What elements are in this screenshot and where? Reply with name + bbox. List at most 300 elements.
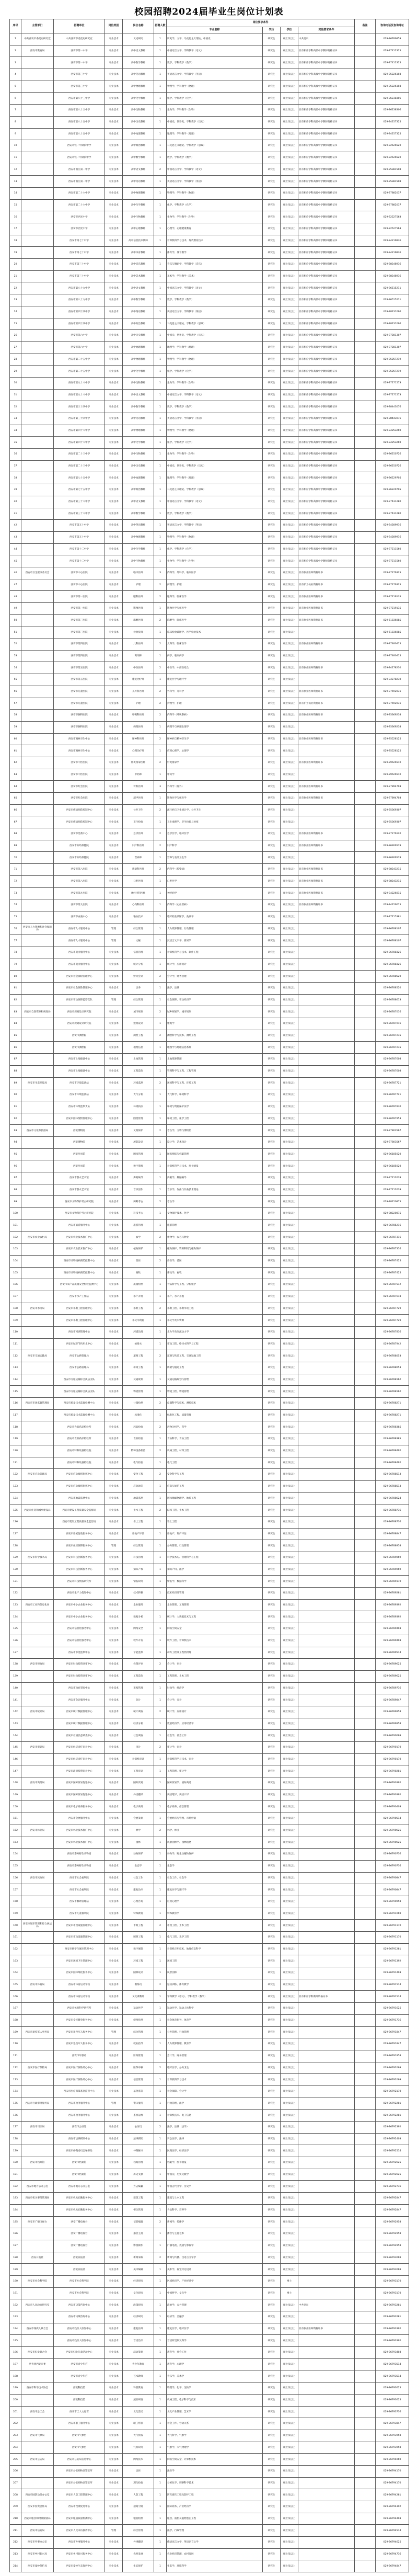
- cell-count: 1: [154, 769, 167, 781]
- cell-post-name: 软件开发: [123, 1635, 154, 1647]
- table-row: [10, 2228, 409, 2240]
- cell-post-name: 康复医师: [123, 2323, 154, 2335]
- cell-major: 统计学、应用统计: [167, 959, 263, 971]
- cell-contact: 029-86791514: [376, 1979, 409, 1991]
- cell-edu-degree: 硕士及以上: [281, 1588, 298, 1600]
- cell-count: 1: [154, 176, 167, 188]
- cell-degree: 研究生: [263, 306, 281, 318]
- cell-unit: 西安市职工服务中心: [54, 2418, 105, 2430]
- table-row: [10, 1955, 409, 1967]
- cell-unit: 西安市第三十中学: [54, 259, 105, 271]
- cell-remark: [355, 1967, 376, 1979]
- cell-degree: 研究生: [263, 733, 281, 745]
- cell-major: 统计学、大数据技术与工程: [167, 1611, 263, 1623]
- cell-count: 1: [154, 187, 167, 199]
- cell-post-type: 专业技术: [105, 247, 123, 259]
- cell-dept: 西安市广播电视台: [21, 2216, 54, 2228]
- cell-edu-degree: 硕士及以上: [281, 1433, 298, 1445]
- cell-degree: 研究生: [263, 603, 281, 615]
- cell-edu-degree: 硕士及以上: [281, 2193, 298, 2205]
- table-row: [10, 923, 409, 935]
- cell-post-type: 专业技术: [105, 187, 123, 199]
- cell-no: 203: [10, 2430, 21, 2442]
- cell-no: 177: [10, 2122, 21, 2134]
- cell-no: 213: [10, 2548, 21, 2560]
- cell-unit: 西安市第三医院: [54, 614, 105, 626]
- cell-major: 管理科学与工程、工程管理: [167, 1065, 263, 1077]
- cell-dept: [21, 306, 54, 318]
- cell-major: 法学、行政管理: [167, 2525, 263, 2537]
- cell-major: 电子商务、信息管理: [167, 1801, 263, 1813]
- cell-dept: 西安市自然资源和规划局: [21, 1006, 54, 1018]
- cell-major: 地理学、学科教学（地理）: [167, 128, 263, 140]
- cell-major: 数量经济学、应用经济学: [167, 1718, 263, 1730]
- cell-count: 1: [154, 2513, 167, 2525]
- cell-remark: [355, 1694, 376, 1706]
- cell-no: 6: [10, 93, 21, 105]
- cell-post-type: 专业技术: [105, 1659, 123, 1671]
- cell-dept: [21, 401, 54, 413]
- cell-dept: [21, 1670, 54, 1682]
- cell-dept: [21, 1409, 54, 1421]
- cell-post-name: 高中政治教师: [123, 484, 154, 496]
- cell-edu-degree: 硕士及以上: [281, 2465, 298, 2477]
- cell-remark: [355, 2252, 376, 2264]
- cell-post-type: 专业技术: [105, 1742, 123, 1754]
- cell-post-name: 农村发展: [123, 2548, 154, 2560]
- cell-contact: 029-87271573: [376, 377, 409, 389]
- cell-post-name: 精神科医师: [123, 733, 154, 745]
- cell-dept: [21, 105, 54, 117]
- cell-dept: [21, 211, 54, 223]
- cell-unit: 西安市社会福利院: [54, 1872, 105, 1884]
- cell-count: 1: [154, 1184, 167, 1196]
- cell-degree: 研究生: [263, 1409, 281, 1421]
- cell-remark: [355, 81, 376, 93]
- cell-post-type: 专业技术: [105, 2228, 123, 2240]
- cell-no: 171: [10, 2050, 21, 2062]
- cell-remark: [355, 1884, 376, 1896]
- cell-unit: 西安市中心医院: [54, 567, 105, 579]
- cell-major: 地理学、学科教学（地理）: [167, 472, 263, 484]
- cell-no: 132: [10, 1588, 21, 1600]
- cell-other: [298, 1054, 355, 1066]
- cell-edu-degree: 硕士及以上: [281, 389, 298, 401]
- cell-major: 民商法学、经济法学: [167, 2145, 263, 2157]
- cell-unit: 西安市环境卫生管理中心: [54, 1955, 105, 1967]
- table-row: [10, 2098, 409, 2110]
- cell-degree: 研究生: [263, 1457, 281, 1469]
- cell-major: 中国哲学、文化学: [167, 2287, 263, 2299]
- cell-other: 具有相应学科高级中学教师资格证书: [298, 164, 355, 176]
- cell-major: 英语语言文学、学科教学（英语）: [167, 306, 263, 318]
- cell-post-name: 计算机审计: [123, 1753, 154, 1765]
- cell-count: 1: [154, 401, 167, 413]
- cell-other: [298, 1789, 355, 1801]
- cell-no: 62: [10, 757, 21, 769]
- cell-dept: 西安市乡村振兴局: [21, 2548, 54, 2560]
- cell-post-name: 音乐创作: [123, 1184, 154, 1196]
- cell-major: 卫生毒理学、卫生检验与检疫: [167, 816, 263, 828]
- cell-other: [298, 1611, 355, 1623]
- cell-unit: 西安图书馆: [54, 1160, 105, 1172]
- cell-remark: [355, 674, 376, 686]
- cell-dept: 西安市人力资源和社会保障局: [21, 923, 54, 935]
- cell-edu-degree: 硕士及以上: [281, 1564, 298, 1576]
- cell-post-name: 经济分析: [123, 1718, 154, 1730]
- cell-post-name: 高中地理教师: [123, 128, 154, 140]
- cell-degree: 研究生: [263, 2098, 281, 2110]
- cell-post-name: 土地管理: [123, 1054, 154, 1066]
- cell-degree: 研究生: [263, 840, 281, 852]
- cell-dept: 西安市残疾人联合会: [21, 2323, 54, 2335]
- cell-edu-degree: 硕士及以上: [281, 733, 298, 745]
- cell-remark: [355, 2383, 376, 2395]
- cell-remark: [355, 804, 376, 816]
- cell-dept: [21, 2442, 54, 2454]
- cell-count: 1: [154, 1789, 167, 1801]
- cell-other: [298, 1813, 355, 1825]
- table-row: [10, 1125, 409, 1137]
- cell-contact: 029-86788162: [376, 1386, 409, 1398]
- cell-degree: 研究生: [263, 1849, 281, 1861]
- cell-edu-degree: 硕士及以上: [281, 235, 298, 247]
- cell-degree: 研究生: [263, 223, 281, 235]
- cell-post-type: 专业技术: [105, 2014, 123, 2026]
- cell-degree: 研究生: [263, 1753, 281, 1765]
- table-row: [10, 1089, 409, 1101]
- cell-degree: 研究生: [263, 2145, 281, 2157]
- cell-post-name: 临床医师: [123, 567, 154, 579]
- cell-no: 170: [10, 2038, 21, 2050]
- cell-post-name: 高中化学教师: [123, 93, 154, 105]
- cell-major: 物流工程、物流管理: [167, 1386, 263, 1398]
- cell-other: 具有相应学科高级中学教师资格证书: [298, 45, 355, 57]
- cell-major: 马克思主义理论、学科教学（思政）: [167, 318, 263, 330]
- cell-remark: [355, 270, 376, 282]
- cell-count: 1: [154, 294, 167, 306]
- cell-degree: 研究生: [263, 1742, 281, 1754]
- cell-degree: 研究生: [263, 152, 281, 164]
- cell-remark: [355, 33, 376, 45]
- cell-count: 1: [154, 1101, 167, 1113]
- cell-degree: 研究生: [263, 1077, 281, 1089]
- cell-degree: 研究生: [263, 911, 281, 923]
- cell-post-name: 水利工程: [123, 1303, 154, 1315]
- cell-major: 生物学、学科教学（生物）: [167, 105, 263, 117]
- cell-degree: 研究生: [263, 2110, 281, 2122]
- cell-post-type: 专业技术: [105, 164, 123, 176]
- cell-other: [298, 2169, 355, 2181]
- cell-remark: [355, 1065, 376, 1077]
- cell-post-name: 文物保护: [123, 1125, 154, 1137]
- cell-post-name: 高中语文教师: [123, 282, 154, 294]
- cell-count: 1: [154, 1089, 167, 1101]
- cell-dept: [21, 1267, 54, 1279]
- cell-post-name: 高中政治教师: [123, 140, 154, 152]
- table-row: [10, 187, 409, 199]
- cell-degree: 研究生: [263, 2228, 281, 2240]
- cell-dept: [21, 745, 54, 757]
- cell-remark: [355, 1504, 376, 1517]
- cell-other: 具有相应学科高级中学教师资格证书: [298, 176, 355, 188]
- table-row: [10, 2537, 409, 2549]
- cell-contact: 029-86789403: [376, 1635, 409, 1647]
- cell-post-type: 专业技术: [105, 259, 123, 271]
- cell-unit: 西安市第九十八中学: [54, 377, 105, 389]
- cell-edu-degree: 硕士及以上: [281, 1908, 298, 1920]
- cell-contact: 029-86787721: [376, 1089, 409, 1101]
- cell-contact: 029-86793281: [376, 2311, 409, 2323]
- cell-remark: [355, 1540, 376, 1552]
- cell-post-name: 文秘: [123, 935, 154, 947]
- cell-other: [298, 1089, 355, 1101]
- cell-degree: 研究生: [263, 1730, 281, 1742]
- cell-contact: 029-87276120: [376, 828, 409, 840]
- cell-post-name: 统计调查: [123, 1706, 154, 1718]
- cell-unit: 西安市中小企业服务中心: [54, 1599, 105, 1611]
- cell-edu-degree: 硕士及以上: [281, 1219, 298, 1232]
- cell-other: [298, 1908, 355, 1920]
- cell-other: [298, 1682, 355, 1694]
- cell-remark: [355, 93, 376, 105]
- cell-no: 207: [10, 2477, 21, 2489]
- cell-no: 208: [10, 2489, 21, 2501]
- cell-degree: 研究生: [263, 686, 281, 698]
- table-row: [10, 579, 409, 591]
- cell-unit: 西安市红会医院: [54, 781, 105, 793]
- cell-remark: [355, 1350, 376, 1362]
- cell-no: 92: [10, 1113, 21, 1125]
- cell-count: 2: [154, 1398, 167, 1410]
- cell-degree: 研究生: [263, 1445, 281, 1457]
- table-row: [10, 1445, 409, 1457]
- table-row: [10, 354, 409, 366]
- cell-contact: 029-86791847: [376, 2026, 409, 2038]
- cell-contact: 029-86793514: [376, 2370, 409, 2383]
- cell-no: 104: [10, 1255, 21, 1267]
- cell-no: 156: [10, 1872, 21, 1884]
- cell-edu-degree: 硕士及以上: [281, 1042, 298, 1054]
- table-row: [10, 2287, 409, 2299]
- cell-remark: [355, 531, 376, 543]
- cell-post-name: 河道治理: [123, 1326, 154, 1338]
- cell-edu-degree: 硕士及以上: [281, 1232, 298, 1244]
- cell-degree: 研究生: [263, 1540, 281, 1552]
- table-row: [10, 1967, 409, 1979]
- cell-degree: 研究生: [263, 1659, 281, 1671]
- cell-post-name: 高中生物教师: [123, 449, 154, 461]
- cell-degree: 研究生: [263, 377, 281, 389]
- cell-count: 1: [154, 520, 167, 532]
- cell-degree: 研究生: [263, 1398, 281, 1410]
- cell-no: 33: [10, 413, 21, 425]
- cell-post-type: 专业技术: [105, 852, 123, 864]
- table-row: [10, 341, 409, 354]
- cell-degree: 研究生: [263, 1706, 281, 1718]
- cell-post-name: 呼吸科医师: [123, 710, 154, 722]
- cell-remark: [355, 2418, 376, 2430]
- cell-edu-degree: 硕士及以上: [281, 33, 298, 45]
- cell-count: 1: [154, 2394, 167, 2406]
- cell-post-name: 新闻采编: [123, 2252, 154, 2264]
- table-row: [10, 1706, 409, 1718]
- cell-contact: 029-86788107: [376, 935, 409, 947]
- cell-other: 具有相应学科高级中学教师资格证书: [298, 543, 355, 555]
- cell-remark: [355, 1291, 376, 1303]
- cell-remark: [355, 1564, 376, 1576]
- cell-post-name: 高中生物教师: [123, 377, 154, 389]
- cell-dept: [21, 1540, 54, 1552]
- cell-post-type: 专业技术: [105, 1955, 123, 1967]
- table-row: [10, 2122, 409, 2134]
- table-row: [10, 1232, 409, 1244]
- cell-contact: 029-86790736: [376, 1849, 409, 1861]
- cell-count: 1: [154, 603, 167, 615]
- cell-degree: 研究生: [263, 2157, 281, 2169]
- cell-major: 临床检验诊断学、医学检验技术: [167, 626, 263, 639]
- cell-post-type: 专业技术: [105, 1706, 123, 1718]
- cell-dept: [21, 341, 54, 354]
- cell-no: 184: [10, 2204, 21, 2216]
- cell-no: 23: [10, 294, 21, 306]
- cell-no: 109: [10, 1315, 21, 1327]
- cell-dept: [21, 116, 54, 128]
- cell-count: 1: [154, 247, 167, 259]
- cell-other: 具有执业医师资格证书: [298, 781, 355, 793]
- cell-dept: [21, 389, 54, 401]
- cell-post-name: 美术编辑: [123, 2264, 154, 2276]
- cell-no: 15: [10, 199, 21, 211]
- cell-post-name: 建筑工程: [123, 2193, 154, 2205]
- cell-post-name: 舞蹈编导: [123, 1172, 154, 1184]
- cell-no: 205: [10, 2454, 21, 2466]
- cell-dept: 中共西安市委党史研究室: [21, 33, 54, 45]
- cell-other: [298, 1967, 355, 1979]
- cell-contact: 029-86787608: [376, 1054, 409, 1066]
- cell-major: 统计学、应用统计: [167, 1706, 263, 1718]
- cell-degree: 研究生: [263, 1801, 281, 1813]
- cell-post-name: 护理: [123, 698, 154, 710]
- cell-no: 45: [10, 555, 21, 567]
- cell-post-name: 标准化: [123, 1409, 154, 1421]
- cell-contact: 029-86792625: [376, 2157, 409, 2169]
- cell-major: 中国语言文学、学科教学（语文）: [167, 45, 263, 57]
- cell-post-name: 外语翻译: [123, 1789, 154, 1801]
- cell-major: 护理学、护理: [167, 579, 263, 591]
- cell-remark: [355, 864, 376, 876]
- cell-contact: 029-86794514: [376, 2525, 409, 2537]
- cell-count: 1: [154, 389, 167, 401]
- cell-degree: 研究生: [263, 484, 281, 496]
- cell-no: 198: [10, 2370, 21, 2383]
- cell-contact: 029-86792069: [376, 2074, 409, 2086]
- cell-remark: [355, 2003, 376, 2015]
- cell-degree: 研究生: [263, 1588, 281, 1600]
- cell-post-name: 高中数学教师: [123, 152, 154, 164]
- cell-other: [298, 1860, 355, 1872]
- cell-post-name: 高中生物教师: [123, 555, 154, 567]
- cell-degree: 研究生: [263, 2038, 281, 2050]
- cell-no: 102: [10, 1232, 21, 1244]
- cell-unit: 西安市第七十五中学: [54, 472, 105, 484]
- cell-major: 会展经济与管理、市场营销: [167, 1813, 263, 1825]
- cell-dept: [21, 1576, 54, 1588]
- cell-remark: [355, 1160, 376, 1172]
- cell-edu-degree: 硕士及以上: [281, 2169, 298, 2181]
- cell-contact: 029-86792069: [376, 2062, 409, 2074]
- cell-edu-degree: 硕士及以上: [281, 2394, 298, 2406]
- cell-post-type: 专业技术: [105, 639, 123, 651]
- cell-dept: [21, 662, 54, 674]
- cell-contact: 029-84219836: [376, 247, 409, 259]
- cell-edu-degree: 硕士及以上: [281, 1991, 298, 2003]
- cell-edu-degree: 硕士及以上: [281, 199, 298, 211]
- table-row: [10, 971, 409, 983]
- cell-major: 分析化学、刑事科学技术: [167, 2477, 263, 2489]
- cell-edu-degree: 硕士及以上: [281, 1492, 298, 1504]
- cell-post-type: 专业技术: [105, 472, 123, 484]
- cell-major: 岩土工程: [167, 1516, 263, 1528]
- cell-edu-degree: 硕士及以上: [281, 531, 298, 543]
- cell-count: 1: [154, 1326, 167, 1338]
- cell-other: [298, 2347, 355, 2359]
- cell-remark: [355, 199, 376, 211]
- cell-no: 4: [10, 69, 21, 81]
- cell-other: 具有执业医师资格证书: [298, 614, 355, 626]
- cell-remark: [355, 757, 376, 769]
- cell-dept: [21, 425, 54, 437]
- cell-edu-degree: 硕士及以上: [281, 1445, 298, 1457]
- cell-count: 1: [154, 1492, 167, 1504]
- cell-no: 120: [10, 1445, 21, 1457]
- cell-post-type: 专业技术: [105, 710, 123, 722]
- cell-unit: 西安市特种设备检验院: [54, 1445, 105, 1457]
- table-row: [10, 1753, 409, 1765]
- cell-dept: [21, 875, 54, 887]
- cell-other: [298, 1979, 355, 1991]
- cell-contact: 029-86793625: [376, 2394, 409, 2406]
- table-row: [10, 2204, 409, 2216]
- cell-degree: 研究生: [263, 793, 281, 805]
- cell-degree: 研究生: [263, 721, 281, 733]
- cell-edu-degree: 硕士及以上: [281, 875, 298, 887]
- cell-major: 考古学、文物与博物馆: [167, 1125, 263, 1137]
- cell-degree: 研究生: [263, 282, 281, 294]
- cell-major: 生态学、环境科学: [167, 2560, 263, 2572]
- cell-contact: 029-87281307: [376, 330, 409, 342]
- cell-remark: [355, 1030, 376, 1042]
- cell-unit: 西安市电子商务服务中心: [54, 1801, 105, 1813]
- cell-no: 181: [10, 2169, 21, 2181]
- cell-post-name: 地理信息: [123, 1042, 154, 1054]
- cell-edu-degree: 硕士及以上: [281, 223, 298, 235]
- cell-unit: 西安市第五医院: [54, 674, 105, 686]
- cell-degree: 研究生: [263, 567, 281, 579]
- cell-post-type: 专业技术: [105, 1635, 123, 1647]
- cell-post-type: 专业技术: [105, 377, 123, 389]
- cell-remark: [355, 1315, 376, 1327]
- cell-edu-degree: 硕士及以上: [281, 1504, 298, 1517]
- cell-post-type: 专业技术: [105, 579, 123, 591]
- cell-degree: 研究生: [263, 804, 281, 816]
- cell-count: 1: [154, 199, 167, 211]
- cell-no: 209: [10, 2501, 21, 2513]
- cell-count: 1: [154, 1576, 167, 1588]
- cell-no: 167: [10, 2003, 21, 2015]
- cell-other: [298, 1849, 355, 1861]
- cell-edu-degree: 硕士及以上: [281, 520, 298, 532]
